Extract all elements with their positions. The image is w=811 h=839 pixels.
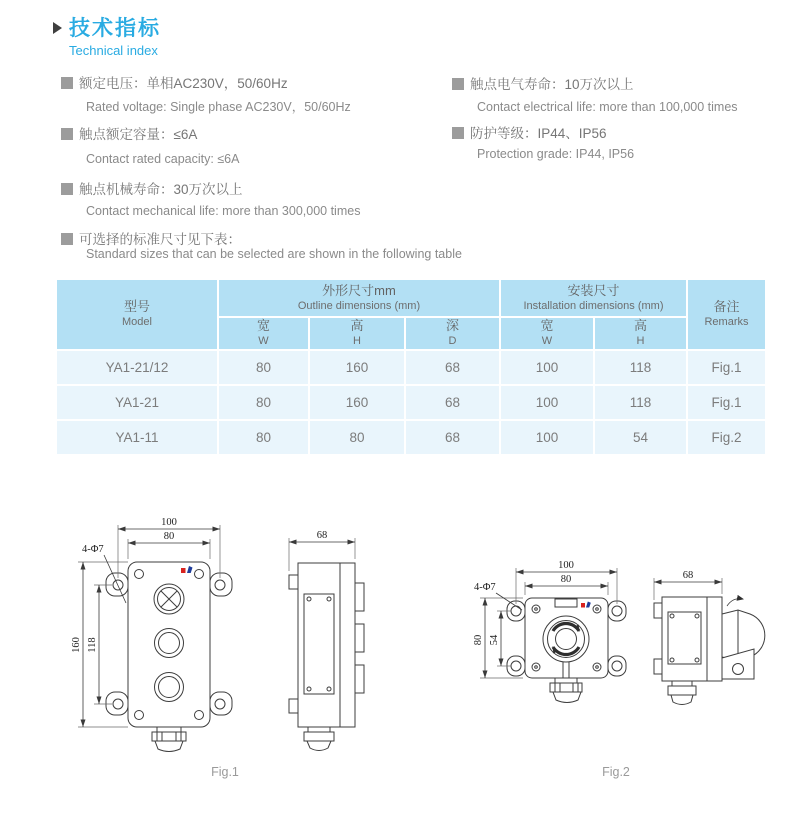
remark-cell: Fig.1 [687,385,766,420]
square-bullet-icon [61,183,73,195]
col-en: H [353,334,361,347]
col-header-outline [218,279,500,317]
spec-protection-grade-en: Protection grade: IP44, IP56 [477,147,635,161]
col-header-outline-en: Outline dimensions (mm) [297,299,421,312]
col-zh: 高 [633,318,647,333]
cable-gland [668,681,696,705]
install-width-cell: 100 [500,350,594,385]
model-cell: YA1-21 [56,385,218,420]
model-cell: YA1-11 [56,420,218,455]
fig1-front-view [106,562,232,752]
square-bullet-icon [452,127,464,139]
spec-rated-capacity-en: Contact rated capacity: ≤6A [86,152,240,166]
cable-gland [152,727,186,752]
depth-cell: 68 [405,350,500,385]
col-zh: 高 [350,318,364,333]
install-height-cell: 54 [594,420,687,455]
spec-electrical-life-zh [452,78,634,92]
spec-text: 触点电气寿命：10万次以上 [470,77,634,92]
dim-label: 80 [473,634,484,646]
spec-rated-voltage-zh [61,77,288,91]
spec-rated-capacity-zh [61,128,197,142]
install-height-cell: 118 [594,385,687,420]
col-header-outline-h [309,317,405,350]
spec-standard-sizes-en: Standard sizes that can be selected are shown in the following table [86,247,462,261]
col-header-outline-zh: 外形尺寸mm [322,282,396,298]
col-zh: 深 [445,318,459,333]
dim-label-holes: 4-Φ7 [82,544,104,555]
dimensions-table [55,278,767,456]
dim-label: 80 [560,574,572,585]
col-header-outline-w [218,317,309,350]
drawings-canvas [60,500,790,790]
install-height-cell: 118 [594,350,687,385]
table-row [56,350,766,385]
cable-gland [304,727,334,751]
page-title: 技术指标 [69,17,161,40]
dim-label: 100 [161,517,177,528]
col-header-remarks [687,279,766,350]
spec-electrical-life-en: Contact electrical life: more than 100,000 times [477,100,738,114]
dim-label: 68 [316,530,328,541]
width-cell: 80 [218,385,309,420]
dim-label: 54 [489,634,500,646]
fig1-caption: Fig.1 [211,765,239,779]
depth-cell: 68 [405,420,500,455]
width-cell: 80 [218,350,309,385]
col-header-install-w [500,317,594,350]
spec-protection-grade-zh [452,127,607,141]
spec-mechanical-life-en: Contact mechanical life: more than 300,000 times [86,204,361,218]
model-cell: YA1-21/12 [56,350,218,385]
fig1-side-view [289,563,364,751]
spec-rated-voltage-en: Rated voltage: Single phase AC230V，50/60Hz [86,100,351,114]
col-en: D [448,334,457,347]
col-header-model [56,279,218,350]
spec-text: 可选择的标准尺寸见下表： [79,232,241,247]
col-header-model-en: Model [122,315,152,328]
remark-cell: Fig.1 [687,350,766,385]
col-header-remarks-en: Remarks [704,315,749,328]
col-header-install [500,279,687,317]
dim-label: 100 [558,560,574,571]
dim-label: 118 [87,637,98,653]
fig2-caption: Fig.2 [602,765,630,779]
col-zh: 宽 [256,318,270,333]
install-width-cell: 100 [500,420,594,455]
col-header-outline-d [405,317,500,350]
square-bullet-icon [61,128,73,140]
col-header-remarks-zh: 备注 [713,299,740,314]
square-bullet-icon [61,77,73,89]
dim-label-holes: 4-Φ7 [474,582,496,593]
table-row [56,385,766,420]
width-cell: 80 [218,420,309,455]
spec-mechanical-life-zh [61,183,243,197]
fig2-side-dimensions [654,570,722,600]
fig2-front-view [507,598,626,703]
spec-text: 触点额定容量：≤6A [79,127,198,142]
fig2-side-view [654,597,765,705]
col-en: W [258,334,269,347]
height-cell: 160 [309,350,405,385]
dim-label: 80 [163,531,175,542]
spec-standard-sizes-zh [61,233,241,247]
install-width-cell: 100 [500,385,594,420]
col-header-model-zh: 型号 [123,299,150,314]
col-header-install-en: Installation dimensions (mm) [523,299,664,312]
triangle-marker-icon [53,22,62,34]
technical-drawings [60,500,790,795]
spec-text: 防护等级：IP44、IP56 [470,126,607,141]
col-header-install-zh: 安装尺寸 [567,282,620,298]
col-en: H [636,334,645,347]
table-row [56,420,766,455]
col-en: W [541,334,553,347]
dim-label: 160 [71,637,82,653]
spec-text: 额定电压：单相AC230V，50/60Hz [79,76,288,91]
page-subtitle: Technical index [69,43,158,58]
col-zh: 宽 [540,318,554,333]
remark-cell: Fig.2 [687,420,766,455]
square-bullet-icon [61,233,73,245]
col-header-install-h [594,317,687,350]
square-bullet-icon [452,78,464,90]
spec-text: 触点机械寿命：30万次以上 [79,182,243,197]
dim-label: 68 [682,570,694,581]
depth-cell: 68 [405,385,500,420]
height-cell: 160 [309,385,405,420]
height-cell: 80 [309,420,405,455]
cable-gland [550,678,582,703]
